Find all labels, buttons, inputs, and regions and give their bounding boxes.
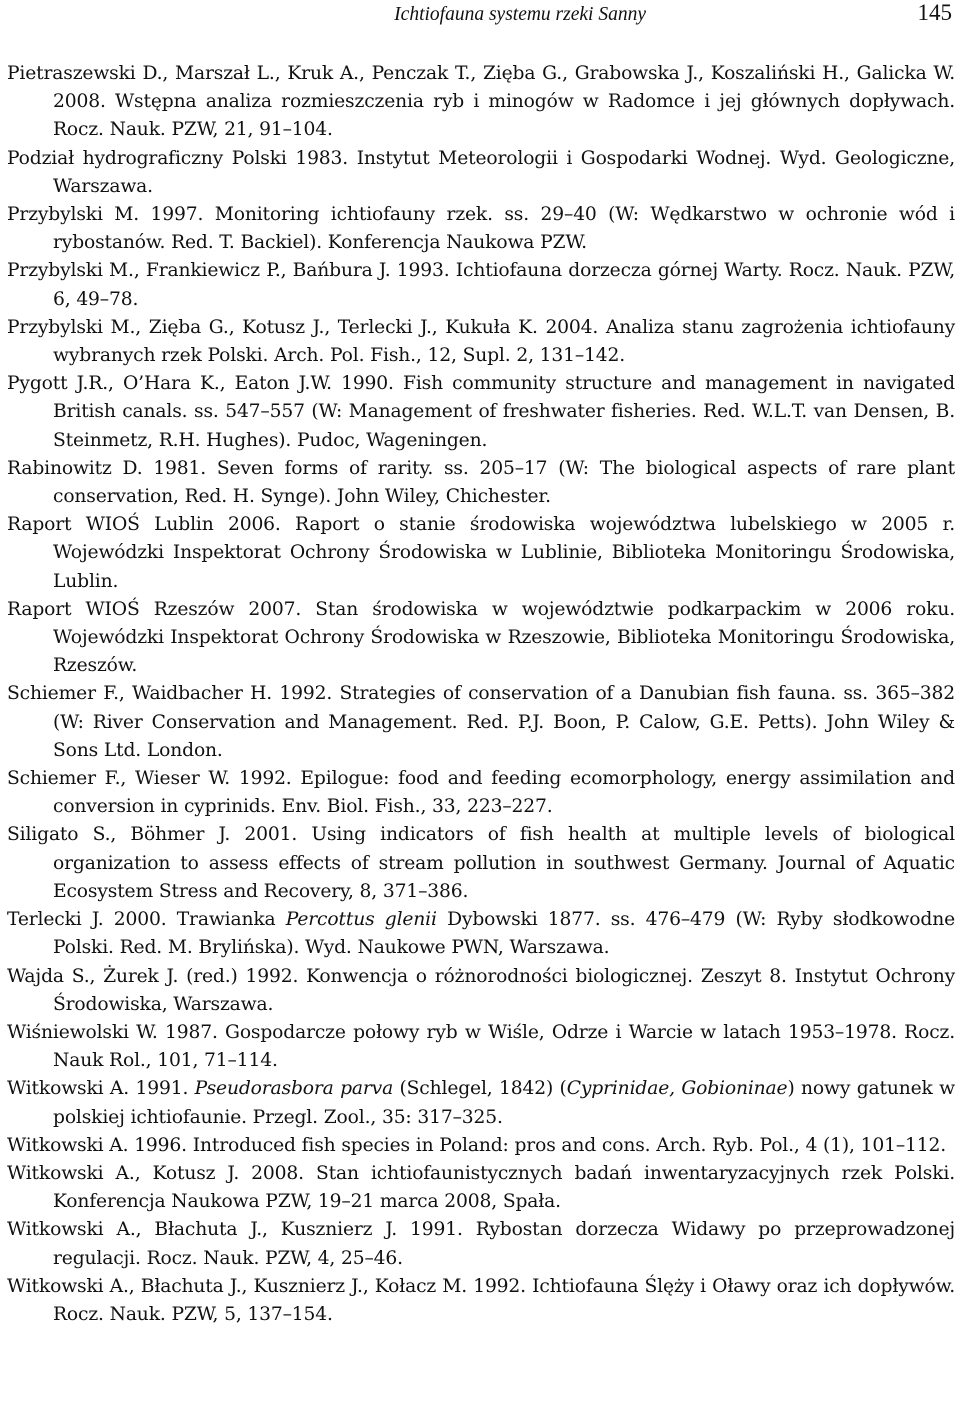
reference-entry	[7, 1019, 955, 1075]
reference-text: Wiśniewolski W. 1987. Gospodarcze połowy ryb w Wiśle, Odrze i Warcie w latach 1953–1978. Rocz. Nauk Rol., 101, 71–114.	[7, 1021, 955, 1072]
reference-text: Witkowski A. 1991.	[7, 1078, 195, 1100]
reference-text: Witkowski A., Błachuta J., Kusznierz J., Kołacz M. 1992. Ichtiofauna Ślęży i Oławy oraz ich dopływów. Rocz. Nauk. PZW, 5, 137–154.	[7, 1275, 955, 1325]
reference-text: Siligato S., Böhmer J. 2001. Using indicators of fish health at multiple levels of biological organization to assess effects of stream pollution in southwest Germany. Journal of Aquatic Ecosystem Stress and Recovery, 8, 371–386.	[7, 824, 955, 902]
reference-text: Pietraszewski D., Marszał L., Kruk A., Penczak T., Zięba G., Grabowska J., Koszaliński H., Galicka W. 2008. Wstępna analiza rozmieszczenia ryb i minogów w Radomce i jej głównych dopływach. Rocz. Nauk. PZW, 21, 91–104.	[7, 63, 955, 141]
reference-entry	[7, 1273, 955, 1329]
reference-text: Witkowski A., Kotusz J. 2008. Stan ichtiofaunistycznych badań inwentaryzacyjnych rzek Polski. Konferencja Naukowa PZW, 19–21 marca 2008, Spała.	[7, 1162, 955, 1213]
reference-text: ) nowy gatunek w polskiej ichtiofaunie. Przegl. Zool., 35: 317–325.	[53, 1078, 956, 1128]
reference-entry	[7, 680, 955, 765]
reference-text: Raport WIOŚ Lublin 2006. Raport o stanie środowiska województwa lubelskiego w 2005 r. Wojewódzki Inspektorat Ochrony Środowiska w Lublinie, Biblioteka Monitoringu Środowiska, Lublin.	[7, 514, 955, 592]
page-number: 145	[917, 0, 952, 25]
reference-italic-text: Cyprinidae, Gobioninae	[566, 1078, 788, 1100]
reference-entry	[7, 1216, 955, 1272]
reference-entry	[7, 821, 955, 906]
reference-text: Pygott J.R., O’Hara K., Eaton J.W. 1990. Fish community structure and management in navigated British canals. ss. 547–557 (W: Management of freshwater fisheries. Red. W.L.T. van Densen, B. Steinmetz, R.H. Hughes). Pudoc, Wageningen.	[7, 373, 955, 451]
reference-text: Terlecki J. 2000. Trawianka	[7, 909, 286, 931]
reference-italic-text: Pseudorasbora parva	[194, 1078, 394, 1100]
reference-text: Wajda S., Żurek J. (red.) 1992. Konwencja o różnorodności biologicznej. Zeszyt 8. Instytut Ochrony Środowiska, Warszawa.	[7, 965, 955, 1015]
reference-entry	[7, 145, 955, 201]
reference-text: Schiemer F., Wieser W. 1992. Epilogue: food and feeding ecomorphology, energy assimilation and conversion in cyprinids. Env. Biol. Fish., 33, 223–227.	[7, 768, 955, 818]
reference-text: Witkowski A. 1996. Introduced fish species in Poland: pros and cons. Arch. Ryb. Pol., 4 (1), 101–112.	[7, 1134, 947, 1156]
reference-entry	[7, 596, 955, 681]
reference-text: Podział hydrograficzny Polski 1983. Instytut Meteorologii i Gospodarki Wodnej. Wyd. Geologiczne, Warszawa.	[7, 147, 955, 197]
reference-entry	[7, 765, 955, 821]
reference-text: Schiemer F., Waidbacher H. 1992. Strategies of conservation of a Danubian fish fauna. ss. 365–382 (W: River Conservation and Management. Red. P.J. Boon, P. Calow, G.E. Petts). John Wiley & Sons Ltd. London.	[7, 683, 955, 761]
reference-entry	[7, 511, 955, 596]
reference-list	[7, 60, 955, 1329]
running-header	[0, 0, 960, 36]
reference-text: Dybowski 1877. ss. 476–479 (W: Ryby słodkowodne Polski. Red. M. Brylińska). Wyd. Naukowe PWN, Warszawa.	[53, 909, 955, 959]
reference-entry	[7, 455, 955, 511]
reference-entry	[7, 906, 955, 962]
reference-text: Przybylski M., Zięba G., Kotusz J., Terlecki J., Kukuła K. 2004. Analiza stanu zagrożenia ichtiofauny wybranych rzek Polski. Arch. Pol. Fish., 12, Supl. 2, 131–142.	[7, 316, 955, 367]
running-title: Ichtiofauna systemu rzeki Sanny	[394, 4, 646, 25]
reference-entry	[7, 257, 955, 313]
reference-entry	[7, 1160, 955, 1216]
reference-entry	[7, 1132, 955, 1160]
reference-entry	[7, 963, 955, 1019]
reference-text: Przybylski M., Frankiewicz P., Bańbura J. 1993. Ichtiofauna dorzecza górnej Warty. Rocz. Nauk. PZW, 6, 49–78.	[7, 260, 955, 310]
reference-text: (Schlegel, 1842) (	[393, 1078, 567, 1100]
reference-text: Raport WIOŚ Rzeszów 2007. Stan środowiska w województwie podkarpackim w 2006 roku. Wojewódzki Inspektorat Ochrony Środowiska w Rzeszowie, Biblioteka Monitoringu Środowiska, Rzeszów.	[7, 598, 955, 677]
reference-entry	[7, 60, 955, 145]
reference-text: Witkowski A., Błachuta J., Kusznierz J. 1991. Rybostan dorzecza Widawy po przeprowadzonej regulacji. Rocz. Nauk. PZW, 4, 25–46.	[7, 1219, 955, 1269]
reference-text: Rabinowitz D. 1981. Seven forms of rarity. ss. 205–17 (W: The biological aspects of rare plant conservation, Red. H. Synge). John Wiley, Chichester.	[7, 457, 955, 508]
reference-entry	[7, 1075, 955, 1131]
reference-text: Przybylski M. 1997. Monitoring ichtiofauny rzek. ss. 29–40 (W: Wędkarstwo w ochronie wód i rybostanów. Red. T. Backiel). Konferencja Naukowa PZW.	[7, 204, 955, 254]
reference-entry	[7, 314, 955, 370]
reference-italic-text: Percottus glenii	[285, 909, 437, 931]
reference-entry	[7, 201, 955, 257]
reference-entry	[7, 370, 955, 455]
